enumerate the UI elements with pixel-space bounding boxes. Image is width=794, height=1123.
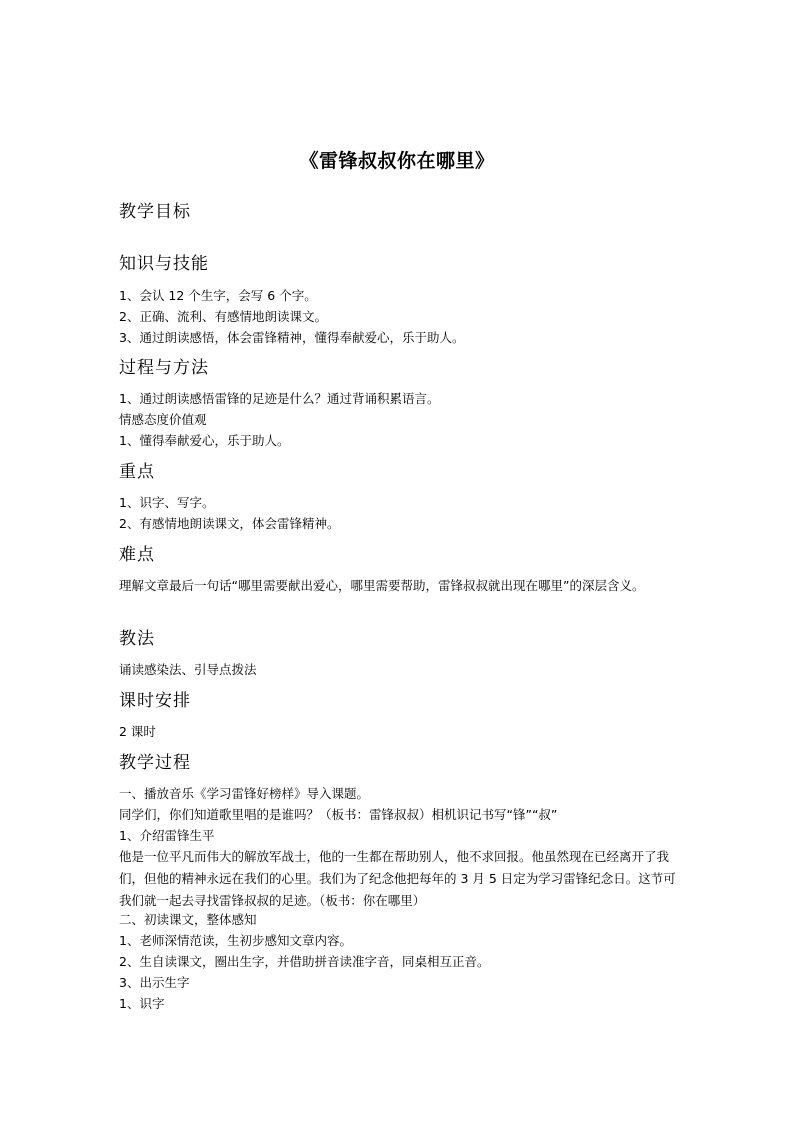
body-paragraph: 1、识字	[119, 996, 165, 1011]
body-paragraph: 1、懂得奉献爱心，乐于助人。	[119, 433, 290, 448]
body-paragraph: 1、老师深情范读，生初步感知文章内容。	[119, 933, 352, 948]
section-heading: 课时安排	[119, 691, 191, 711]
body-paragraph: 2、生自读课文，圈出生字，并借助拼音读准字音，同桌相互正音。	[119, 954, 490, 969]
document-title: 《雷锋叔叔你在哪里》	[299, 150, 495, 172]
body-paragraph: 1、介绍雷锋生平	[119, 828, 215, 843]
body-paragraph: 理解文章最后一句话“哪里需要献出爱心，哪里需要帮助，雷锋叔叔就出现在哪里”的深层含义。	[119, 578, 645, 593]
body-paragraph: 他是一位平凡而伟大的解放军战士，他的一生都在帮助别人，他不求回报。他虽然现在已经离开了我们，但他的精神永远在我们的心里。我们为了纪念他把每年的 3 月 5 日定为学习雷锋纪念日。这节可我们就一起去寻找雷锋叔叔的足迹。（板书：你在哪里）	[119, 849, 676, 908]
body-paragraph: 情感态度价值观	[119, 412, 207, 427]
body-paragraph: 2 课时	[119, 724, 156, 739]
body-paragraph: 2、正确、流利、有感情地朗读课文。	[119, 309, 327, 324]
body-paragraph: 诵读感染法、引导点拨法	[119, 662, 257, 677]
section-heading: 重点	[119, 462, 155, 482]
body-paragraph: 1、通过朗读感悟雷锋的足迹是什么？通过背诵积累语言。	[119, 391, 440, 406]
section-heading: 教学过程	[119, 753, 191, 773]
body-paragraph: 一、播放音乐《学习雷锋好榜样》导入课题。	[119, 786, 370, 801]
body-paragraph: 3、通过朗读感悟，体会雷锋精神，懂得奉献爱心，乐于助人。	[119, 330, 465, 345]
section-heading: 难点	[119, 545, 155, 565]
body-paragraph: 2、有感情地朗读课文，体会雷锋精神。	[119, 516, 340, 531]
section-heading: 知识与技能	[119, 254, 209, 274]
body-paragraph: 1、识字、写字。	[119, 495, 215, 510]
body-paragraph: 3、出示生字	[119, 975, 190, 990]
section-heading: 过程与方法	[119, 358, 209, 378]
body-paragraph: 二、初读课文，整体感知	[119, 912, 257, 927]
body-paragraph: 1、会认 12 个生字，会写 6 个字。	[119, 288, 317, 303]
section-heading: 教法	[119, 629, 155, 649]
section-heading: 教学目标	[119, 202, 191, 222]
body-paragraph: 同学们，你们知道歌里唱的是谁吗？（板书：雷锋叔叔）相机识记书写“锋”“叔”	[119, 807, 558, 822]
